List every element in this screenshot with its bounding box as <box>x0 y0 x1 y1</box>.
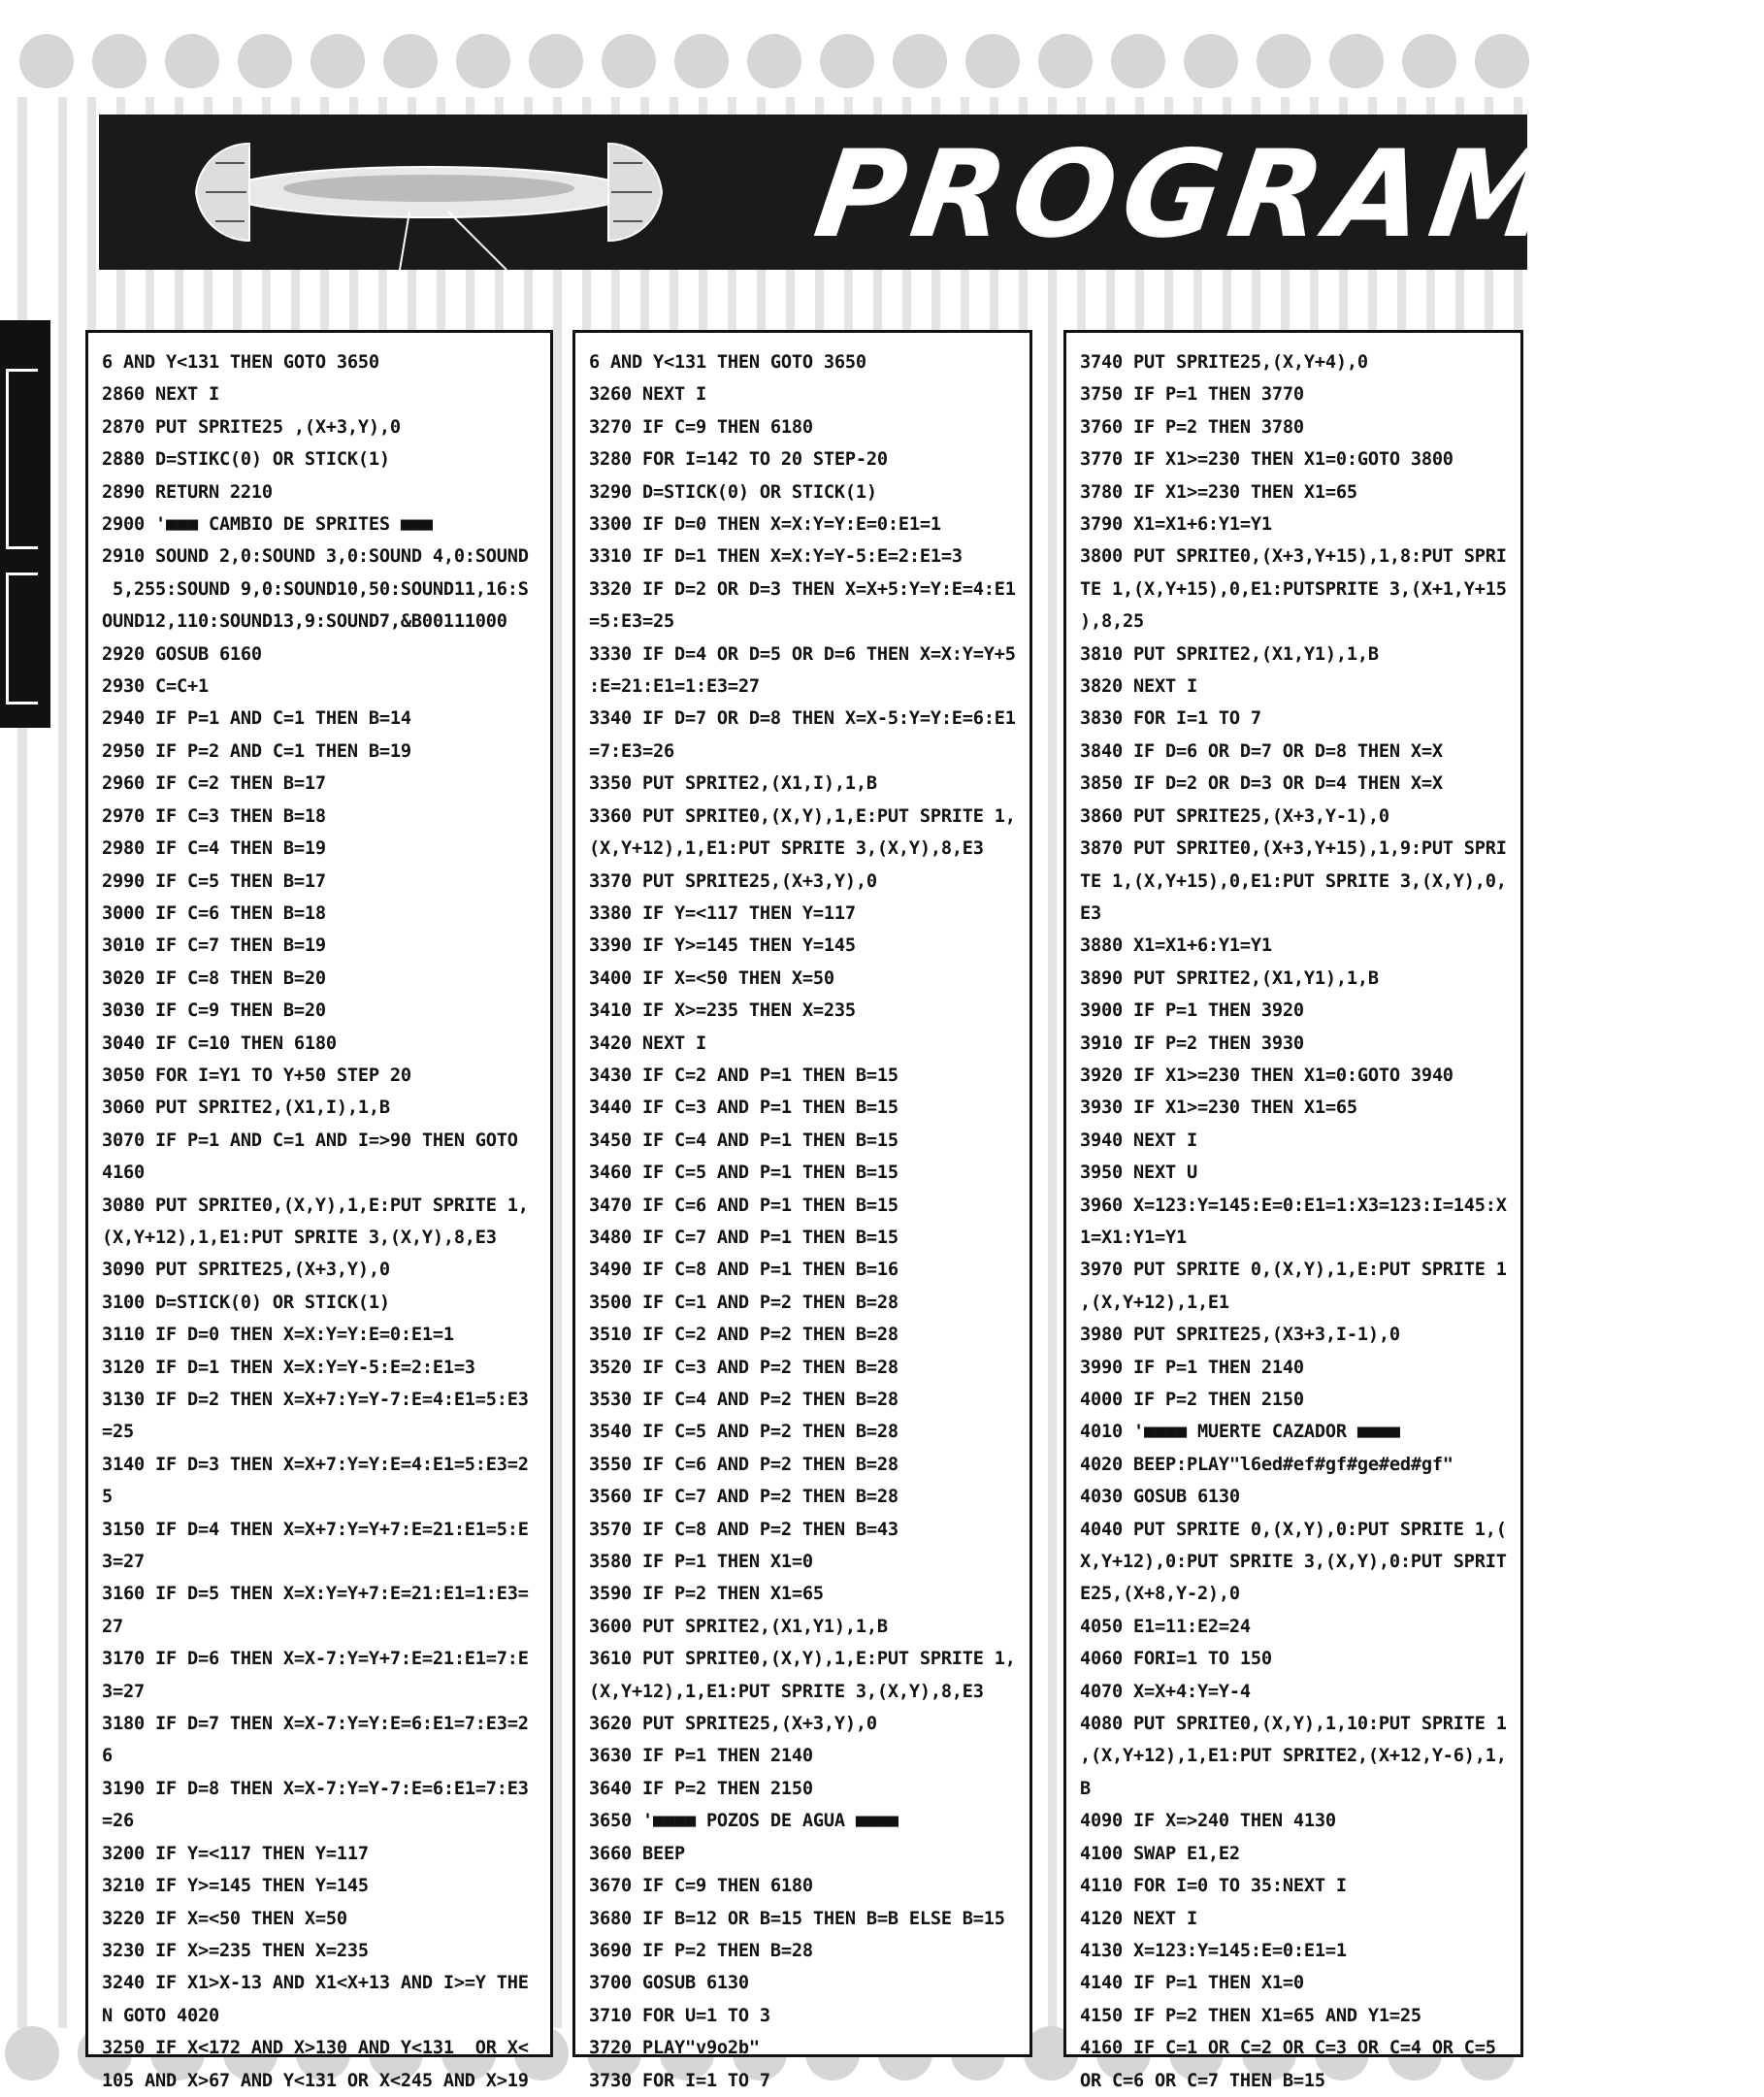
code-line: 3140 IF D=3 THEN X=X+7:Y=Y:E=4:E1=5:E3=2 <box>102 1454 529 1475</box>
code-line: 3630 IF P=1 THEN 2140 <box>589 1746 813 1767</box>
code-line: 5 <box>102 1487 113 1508</box>
code-line: 3860 PUT SPRITE25,(X+3,Y-1),0 <box>1080 805 1389 827</box>
code-line: 3480 IF C=7 AND P=1 THEN B=15 <box>589 1227 898 1248</box>
code-line: 105 AND X>67 AND Y<131 OR X<245 AND X>19 <box>102 2070 529 2091</box>
code-line: 3360 PUT SPRITE0,(X,Y),1,E:PUT SPRITE 1, <box>589 805 1016 827</box>
code-line: 3600 PUT SPRITE2,(X1,Y1),1,B <box>589 1616 888 1637</box>
code-line: TE 1,(X,Y+15),0,E1:PUT SPRITE 3,(X,Y),0, <box>1080 870 1507 892</box>
code-line: 3550 IF C=6 AND P=2 THEN B=28 <box>589 1454 898 1475</box>
code-line: 3590 IF P=2 THEN X1=65 <box>589 1584 824 1605</box>
code-line: 3010 IF C=7 THEN B=19 <box>102 935 326 957</box>
code-line: 3720 PLAY"v9o2b" <box>589 2038 760 2059</box>
code-line: 3380 IF Y=<117 THEN Y=117 <box>589 902 856 924</box>
code-line: 3670 IF C=9 THEN 6180 <box>589 1876 813 1897</box>
code-line: TE 1,(X,Y+15),0,E1:PUTSPRITE 3,(X+1,Y+15 <box>1080 578 1507 600</box>
code-line: 3640 IF P=2 THEN 2150 <box>589 1778 813 1799</box>
code-line: 4050 E1=11:E2=24 <box>1080 1616 1251 1637</box>
code-line: E3 <box>1080 902 1101 924</box>
code-line: 3880 X1=X1+6:Y1=Y1 <box>1080 935 1272 957</box>
binding-tab-frame <box>6 369 38 549</box>
code-line: 3310 IF D=1 THEN X=X:Y=Y-5:E=2:E1=3 <box>589 546 963 568</box>
code-line: 2880 D=STIKC(0) OR STICK(1) <box>102 449 390 471</box>
code-line: 1=X1:Y1=Y1 <box>1080 1227 1187 1248</box>
code-line: 3840 IF D=6 OR D=7 OR D=8 THEN X=X <box>1080 740 1443 762</box>
code-line: 3=27 <box>102 1552 145 1573</box>
code-line: 4030 GOSUB 6130 <box>1080 1487 1240 1508</box>
code-line: 3120 IF D=1 THEN X=X:Y=Y-5:E=2:E1=3 <box>102 1357 475 1378</box>
code-line: 3210 IF Y>=145 THEN Y=145 <box>102 1876 369 1897</box>
code-column-2 <box>572 330 1032 2091</box>
code-line: 3970 PUT SPRITE 0,(X,Y),1,E:PUT SPRITE 1 <box>1080 1260 1507 1281</box>
code-line: 4100 SWAP E1,E2 <box>1080 1843 1240 1864</box>
code-line: 4120 NEXT I <box>1080 1908 1197 1929</box>
code-line: 3080 PUT SPRITE0,(X,Y),1,E:PUT SPRITE 1, <box>102 1195 529 1216</box>
code-line: 3700 GOSUB 6130 <box>589 1973 749 1994</box>
code-line: 3280 FOR I=142 TO 20 STEP-20 <box>589 449 888 471</box>
code-line: 3240 IF X1>X-13 AND X1<X+13 AND I>=Y THE <box>102 1973 529 1994</box>
code-line: 3650 '■■■■ POZOS DE AGUA ■■■■ <box>589 1811 898 1832</box>
code-line: 3090 PUT SPRITE25,(X+3,Y),0 <box>102 1260 390 1281</box>
code-line: 3400 IF X=<50 THEN X=50 <box>589 967 834 989</box>
code-line: 3830 FOR I=1 TO 7 <box>1080 708 1261 730</box>
code-line: 3350 PUT SPRITE2,(X1,I),1,B <box>589 773 877 795</box>
code-line: 3950 NEXT U <box>1080 1163 1197 1184</box>
code-line: 3190 IF D=8 THEN X=X-7:Y=Y-7:E=6:E1=7:E3 <box>102 1778 529 1799</box>
code-line: X,Y+12),0:PUT SPRITE 3,(X,Y),0:PUT SPRIT <box>1080 1552 1507 1573</box>
code-line: 3910 IF P=2 THEN 3930 <box>1080 1032 1304 1054</box>
code-column-1 <box>85 330 553 2091</box>
code-line: ,(X,Y+12),1,E1:PUT SPRITE2,(X+12,Y-6),1, <box>1080 1746 1507 1767</box>
code-line: 3510 IF C=2 AND P=2 THEN B=28 <box>589 1325 898 1346</box>
code-line: 3810 PUT SPRITE2,(X1,Y1),1,B <box>1080 643 1379 665</box>
code-line: ,(X,Y+12),1,E1 <box>1080 1292 1229 1313</box>
code-line: 3770 IF X1>=230 THEN X1=0:GOTO 3800 <box>1080 449 1454 471</box>
code-line: 3430 IF C=2 AND P=1 THEN B=15 <box>589 1065 898 1086</box>
code-line: (X,Y+12),1,E1:PUT SPRITE 3,(X,Y),8,E3 <box>589 838 984 860</box>
code-line: 3160 IF D=5 THEN X=X:Y=Y+7:E=21:E1=1:E3= <box>102 1584 529 1605</box>
code-line: 2900 '■■■ CAMBIO DE SPRITES ■■■ <box>102 514 433 536</box>
top-dot-border <box>0 34 1554 102</box>
code-line: 3320 IF D=2 OR D=3 THEN X=X+5:Y=Y:E=4:E1 <box>589 578 1016 600</box>
code-line: =7:E3=26 <box>589 740 674 762</box>
code-line: 3460 IF C=5 AND P=1 THEN B=15 <box>589 1163 898 1184</box>
code-line: 2960 IF C=2 THEN B=17 <box>102 773 326 795</box>
code-line: 3820 NEXT I <box>1080 676 1197 698</box>
code-line: 3450 IF C=4 AND P=1 THEN B=15 <box>589 1130 898 1151</box>
code-line: 3050 FOR I=Y1 TO Y+50 STEP 20 <box>102 1065 411 1086</box>
code-line: 3070 IF P=1 AND C=1 AND I=>90 THEN GOTO <box>102 1130 518 1151</box>
code-line: OR C=6 OR C=7 THEN B=15 <box>1080 2070 1325 2091</box>
code-line: 3760 IF P=2 THEN 3780 <box>1080 416 1304 438</box>
code-line: 3730 FOR I=1 TO 7 <box>589 2070 770 2091</box>
code-line: 2890 RETURN 2210 <box>102 481 273 503</box>
code-line: N GOTO 4020 <box>102 2005 219 2026</box>
code-line: 4160 <box>102 1163 145 1184</box>
code-line: 3850 IF D=2 OR D=3 OR D=4 THEN X=X <box>1080 773 1443 795</box>
code-line: 4110 FOR I=0 TO 35:NEXT I <box>1080 1876 1347 1897</box>
code-line: 3790 X1=X1+6:Y1=Y1 <box>1080 514 1272 536</box>
code-line: 3500 IF C=1 AND P=2 THEN B=28 <box>589 1292 898 1313</box>
code-line: 3250 IF X<172 AND X>130 AND Y<131 OR X< <box>102 2038 529 2059</box>
code-line: 3110 IF D=0 THEN X=X:Y=Y:E=0:E1=1 <box>102 1325 454 1346</box>
code-line: 3260 NEXT I <box>589 384 706 406</box>
code-line: OUND12,110:SOUND13,9:SOUND7,&B00111000 <box>102 611 507 633</box>
code-line: 2940 IF P=1 AND C=1 THEN B=14 <box>102 708 411 730</box>
code-line: 3890 PUT SPRITE2,(X1,Y1),1,B <box>1080 967 1379 989</box>
code-line: 3780 IF X1>=230 THEN X1=65 <box>1080 481 1357 503</box>
code-line: 3740 PUT SPRITE25,(X,Y+4),0 <box>1080 352 1368 373</box>
code-line: 3230 IF X>=235 THEN X=235 <box>102 1940 369 1961</box>
code-line: 2910 SOUND 2,0:SOUND 3,0:SOUND 4,0:SOUND <box>102 546 529 568</box>
code-line: B <box>1080 1778 1091 1799</box>
code-line: 3570 IF C=8 AND P=2 THEN B=43 <box>589 1519 898 1540</box>
code-line: 3330 IF D=4 OR D=5 OR D=6 THEN X=X:Y=Y+5 <box>589 643 1016 665</box>
spaceship-illustration <box>157 124 701 270</box>
code-line: 3690 IF P=2 THEN B=28 <box>589 1940 813 1961</box>
header-banner <box>99 115 1764 270</box>
code-line: ),8,25 <box>1080 611 1144 633</box>
code-line: 3540 IF C=5 AND P=2 THEN B=28 <box>589 1422 898 1443</box>
code-line: 3420 NEXT I <box>589 1032 706 1054</box>
code-line: 3270 IF C=9 THEN 6180 <box>589 416 813 438</box>
code-line: 3580 IF P=1 THEN X1=0 <box>589 1552 813 1573</box>
code-line: 4060 FORI=1 TO 150 <box>1080 1649 1272 1670</box>
code-line: 3870 PUT SPRITE0,(X+3,Y+15),1,9:PUT SPRI <box>1080 838 1507 860</box>
code-line: 3980 PUT SPRITE25,(X3+3,I-1),0 <box>1080 1325 1400 1346</box>
code-line: 2860 NEXT I <box>102 384 219 406</box>
code-line: 3130 IF D=2 THEN X=X+7:Y=Y-7:E=4:E1=5:E3 <box>102 1390 529 1410</box>
code-line: 27 <box>102 1616 123 1637</box>
code-line: 3620 PUT SPRITE25,(X+3,Y),0 <box>589 1714 877 1735</box>
code-line: 4090 IF X=>240 THEN 4130 <box>1080 1811 1336 1832</box>
code-line: 3300 IF D=0 THEN X=X:Y=Y:E=0:E1=1 <box>589 514 941 536</box>
code-line: 4150 IF P=2 THEN X1=65 AND Y1=25 <box>1080 2005 1421 2026</box>
code-line: 3900 IF P=1 THEN 3920 <box>1080 1000 1304 1022</box>
code-line: 3290 D=STICK(0) OR STICK(1) <box>589 481 877 503</box>
code-column-3 <box>1063 330 1523 2091</box>
code-line: E25,(X+8,Y-2),0 <box>1080 1584 1240 1605</box>
code-line: 3410 IF X>=235 THEN X=235 <box>589 1000 856 1022</box>
code-line: 6 AND Y<131 THEN GOTO 3650 <box>589 352 866 373</box>
code-line: 3150 IF D=4 THEN X=X+7:Y=Y+7:E=21:E1=5:E <box>102 1519 529 1540</box>
code-line: 4130 X=123:Y=145:E=0:E1=1 <box>1080 1940 1347 1961</box>
code-line: 3020 IF C=8 THEN B=20 <box>102 967 326 989</box>
code-line: 3560 IF C=7 AND P=2 THEN B=28 <box>589 1487 898 1508</box>
code-line: 6 AND Y<131 THEN GOTO 3650 <box>102 352 379 373</box>
code-line: =5:E3=25 <box>589 611 674 633</box>
code-line: 2930 C=C+1 <box>102 676 209 698</box>
code-line: 3390 IF Y>=145 THEN Y=145 <box>589 935 856 957</box>
code-line: 3040 IF C=10 THEN 6180 <box>102 1032 337 1054</box>
code-line: 2870 PUT SPRITE25 ,(X+3,Y),0 <box>102 416 401 438</box>
code-line: 3340 IF D=7 OR D=8 THEN X=X-5:Y=Y:E=6:E1 <box>589 708 1016 730</box>
code-line: 3220 IF X=<50 THEN X=50 <box>102 1908 347 1929</box>
code-line: 3530 IF C=4 AND P=2 THEN B=28 <box>589 1390 898 1410</box>
code-line: 3750 IF P=1 THEN 3770 <box>1080 384 1304 406</box>
code-line: 4070 X=X+4:Y=Y-4 <box>1080 1681 1251 1702</box>
code-line: 5,255:SOUND 9,0:SOUND10,50:SOUND11,16:S <box>102 578 529 600</box>
code-line: 3800 PUT SPRITE0,(X+3,Y+15),1,8:PUT SPRI <box>1080 546 1507 568</box>
code-line: 2950 IF P=2 AND C=1 THEN B=19 <box>102 740 411 762</box>
code-line: 2920 GOSUB 6160 <box>102 643 262 665</box>
binding-tab <box>0 320 50 728</box>
code-line: 3470 IF C=6 AND P=1 THEN B=15 <box>589 1195 898 1216</box>
code-line: 3440 IF C=3 AND P=1 THEN B=15 <box>589 1098 898 1119</box>
code-line: 2990 IF C=5 THEN B=17 <box>102 870 326 892</box>
code-line: 3170 IF D=6 THEN X=X-7:Y=Y+7:E=21:E1=7:E <box>102 1649 529 1670</box>
code-line: 2970 IF C=3 THEN B=18 <box>102 805 326 827</box>
code-line: 4020 BEEP:PLAY"l6ed#ef#gf#ge#ed#gf" <box>1080 1454 1454 1475</box>
code-line: 3990 IF P=1 THEN 2140 <box>1080 1357 1304 1378</box>
code-line: 3940 NEXT I <box>1080 1130 1197 1151</box>
code-line: 3180 IF D=7 THEN X=X-7:Y=Y:E=6:E1=7:E3=2 <box>102 1714 529 1735</box>
code-line: =25 <box>102 1422 134 1443</box>
code-line: 3490 IF C=8 AND P=1 THEN B=16 <box>589 1260 898 1281</box>
code-line: 3060 PUT SPRITE2,(X1,I),1,B <box>102 1098 390 1119</box>
code-line: 2980 IF C=4 THEN B=19 <box>102 838 326 860</box>
code-line: (X,Y+12),1,E1:PUT SPRITE 3,(X,Y),8,E3 <box>589 1681 984 1702</box>
code-line: 3930 IF X1>=230 THEN X1=65 <box>1080 1098 1357 1119</box>
code-line: 4140 IF P=1 THEN X1=0 <box>1080 1973 1304 1994</box>
code-line: 3680 IF B=12 OR B=15 THEN B=B ELSE B=15 <box>589 1908 1005 1929</box>
code-line: 3960 X=123:Y=145:E=0:E1=1:X3=123:I=145:X <box>1080 1195 1507 1216</box>
code-line: 3710 FOR U=1 TO 3 <box>589 2005 770 2026</box>
code-line: =26 <box>102 1811 134 1832</box>
code-line: 3660 BEEP <box>589 1843 685 1864</box>
code-line: 3000 IF C=6 THEN B=18 <box>102 902 326 924</box>
code-line: 4160 IF C=1 OR C=2 OR C=3 OR C=4 OR C=5 <box>1080 2038 1496 2059</box>
code-line: 3030 IF C=9 THEN B=20 <box>102 1000 326 1022</box>
code-line: :E=21:E1=1:E3=27 <box>589 676 760 698</box>
page-title: PROGRAMAS <box>806 125 1764 265</box>
code-line: 3200 IF Y=<117 THEN Y=117 <box>102 1843 369 1864</box>
code-line: 4080 PUT SPRITE0,(X,Y),1,10:PUT SPRITE 1 <box>1080 1714 1507 1735</box>
code-line: 6 <box>102 1746 113 1767</box>
code-line: (X,Y+12),1,E1:PUT SPRITE 3,(X,Y),8,E3 <box>102 1227 497 1248</box>
code-line: 3=27 <box>102 1681 145 1702</box>
code-line: 3610 PUT SPRITE0,(X,Y),1,E:PUT SPRITE 1, <box>589 1649 1016 1670</box>
binding-tab-frame <box>6 573 38 704</box>
code-line: 3920 IF X1>=230 THEN X1=0:GOTO 3940 <box>1080 1065 1454 1086</box>
code-line: 4040 PUT SPRITE 0,(X,Y),0:PUT SPRITE 1,( <box>1080 1519 1507 1540</box>
code-line: 3520 IF C=3 AND P=2 THEN B=28 <box>589 1357 898 1378</box>
code-line: 4000 IF P=2 THEN 2150 <box>1080 1390 1304 1410</box>
code-line: 3370 PUT SPRITE25,(X+3,Y),0 <box>589 870 877 892</box>
code-line: 4010 '■■■■ MUERTE CAZADOR ■■■■ <box>1080 1422 1400 1443</box>
code-line: 3100 D=STICK(0) OR STICK(1) <box>102 1292 390 1313</box>
